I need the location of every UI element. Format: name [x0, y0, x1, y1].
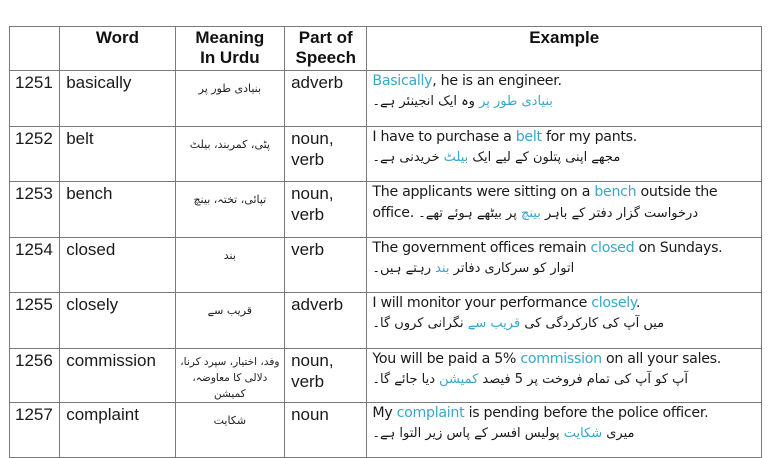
- table-row: [10, 348, 762, 402]
- row-word: commission: [60, 348, 175, 402]
- row-urdu-meaning: تپائی، تختہ، بینچ: [175, 182, 284, 238]
- highlighted-word-urdu: بنیادی طور پر: [479, 94, 553, 109]
- row-example: [367, 237, 762, 293]
- highlighted-word-urdu: قریب سے: [467, 316, 521, 331]
- row-word: closed: [60, 237, 175, 293]
- highlighted-word-urdu: شکایت: [563, 425, 603, 441]
- row-number: 1257: [10, 402, 60, 458]
- example-english: My complaint is pending before the police officer.: [372, 404, 709, 421]
- table-row: [10, 182, 762, 238]
- highlighted-word: closed: [590, 239, 635, 256]
- example-english: I will monitor your performance closely.: [372, 295, 641, 311]
- row-part-of-speech: adverb: [285, 293, 367, 349]
- row-example: [367, 71, 762, 127]
- example-urdu: آپ کو آپ کی تمام فروخت پر 5 فیصد کمیشن دیا جائے گا۔: [372, 371, 689, 387]
- example-urdu: میں آپ کی کارکردگی کی قریب سے نگرانی کروں گا۔: [372, 316, 665, 331]
- row-word: closely: [60, 293, 175, 349]
- example-english: You will be paid a 5% commission on all your sales.: [372, 350, 721, 367]
- table-header-row: [10, 27, 762, 71]
- row-example: [367, 126, 762, 182]
- row-number: 1254: [10, 237, 60, 293]
- row-number: 1252: [10, 126, 60, 182]
- example-urdu: اتوار کو سرکاری دفاتر بند رہتے ہیں۔: [372, 260, 575, 276]
- example-english: The applicants were sitting on a bench outside the: [372, 184, 718, 200]
- row-word: basically: [60, 71, 175, 127]
- highlighted-word-urdu: بینچ: [520, 206, 541, 221]
- highlighted-word: Basically: [372, 73, 433, 89]
- example-urdu: مجھے اپنی پتلون کے لیے ایک بیلٹ خریدنی ہے۔: [372, 149, 621, 165]
- example-urdu: درخواست گزار دفتر کے باہر بینچ پر بیٹھے ہوئے تھے۔: [418, 206, 699, 221]
- row-urdu-meaning: وفد، اختیار، سپرد کرنا، دلالی کا معاوضہ، کمیشن: [175, 348, 284, 402]
- row-example: [367, 182, 762, 238]
- table-row: [10, 71, 762, 127]
- row-number: 1253: [10, 182, 60, 238]
- highlighted-word-urdu: بند: [435, 260, 450, 276]
- header-meaning-urdu: Meaning In Urdu: [175, 27, 284, 71]
- row-part-of-speech: noun: [285, 402, 367, 458]
- row-word: complaint: [60, 402, 175, 458]
- row-urdu-meaning: قریب سے: [175, 293, 284, 349]
- row-number: 1251: [10, 71, 60, 127]
- row-part-of-speech: noun, verb: [285, 348, 367, 402]
- row-urdu-meaning: پٹی، کمربند، بیلٹ: [175, 126, 284, 182]
- example-english: Basically, he is an engineer.: [372, 73, 562, 89]
- example-mixed-line: office. درخواست گزار دفتر کے باہر بینچ پر بیٹھے ہوئے تھے۔: [372, 205, 699, 221]
- row-part-of-speech: adverb: [285, 71, 367, 127]
- row-urdu-meaning: بند: [175, 237, 284, 293]
- row-example: [367, 348, 762, 402]
- row-example: [367, 402, 762, 458]
- example-urdu: بنیادی طور پر وہ ایک انجینئر ہے۔: [372, 94, 553, 109]
- row-part-of-speech: noun, verb: [285, 182, 367, 238]
- table-row: [10, 126, 762, 182]
- highlighted-word-urdu: کمیشن: [439, 371, 479, 387]
- highlighted-word: commission: [520, 350, 602, 367]
- row-word: bench: [60, 182, 175, 238]
- row-number: 1256: [10, 348, 60, 402]
- row-number: 1255: [10, 293, 60, 349]
- example-english: I have to purchase a belt for my pants.: [372, 128, 637, 145]
- table-row: [10, 237, 762, 293]
- example-urdu: میری شکایت پولیس افسر کے پاس زیر التوا ہے۔: [372, 425, 635, 441]
- row-example: [367, 293, 762, 349]
- table-row: [10, 402, 762, 458]
- highlighted-word: closely: [591, 295, 636, 311]
- example-english: The government offices remain closed on Sundays.: [372, 239, 723, 256]
- highlighted-word: bench: [594, 184, 637, 200]
- row-part-of-speech: verb: [285, 237, 367, 293]
- header-part-of-speech: Part of Speech: [285, 27, 367, 71]
- row-urdu-meaning: شکایت: [175, 402, 284, 458]
- header-example: Example: [367, 27, 762, 71]
- row-part-of-speech: noun, verb: [285, 126, 367, 182]
- table-row: [10, 293, 762, 349]
- header-number: [10, 27, 60, 71]
- row-word: belt: [60, 126, 175, 182]
- header-word: Word: [60, 27, 175, 71]
- vocabulary-table: [9, 26, 762, 458]
- row-urdu-meaning: بنیادی طور پر: [175, 71, 284, 127]
- highlighted-word: complaint: [396, 404, 465, 421]
- highlighted-word: belt: [515, 128, 542, 145]
- highlighted-word-urdu: بیلٹ: [443, 149, 469, 165]
